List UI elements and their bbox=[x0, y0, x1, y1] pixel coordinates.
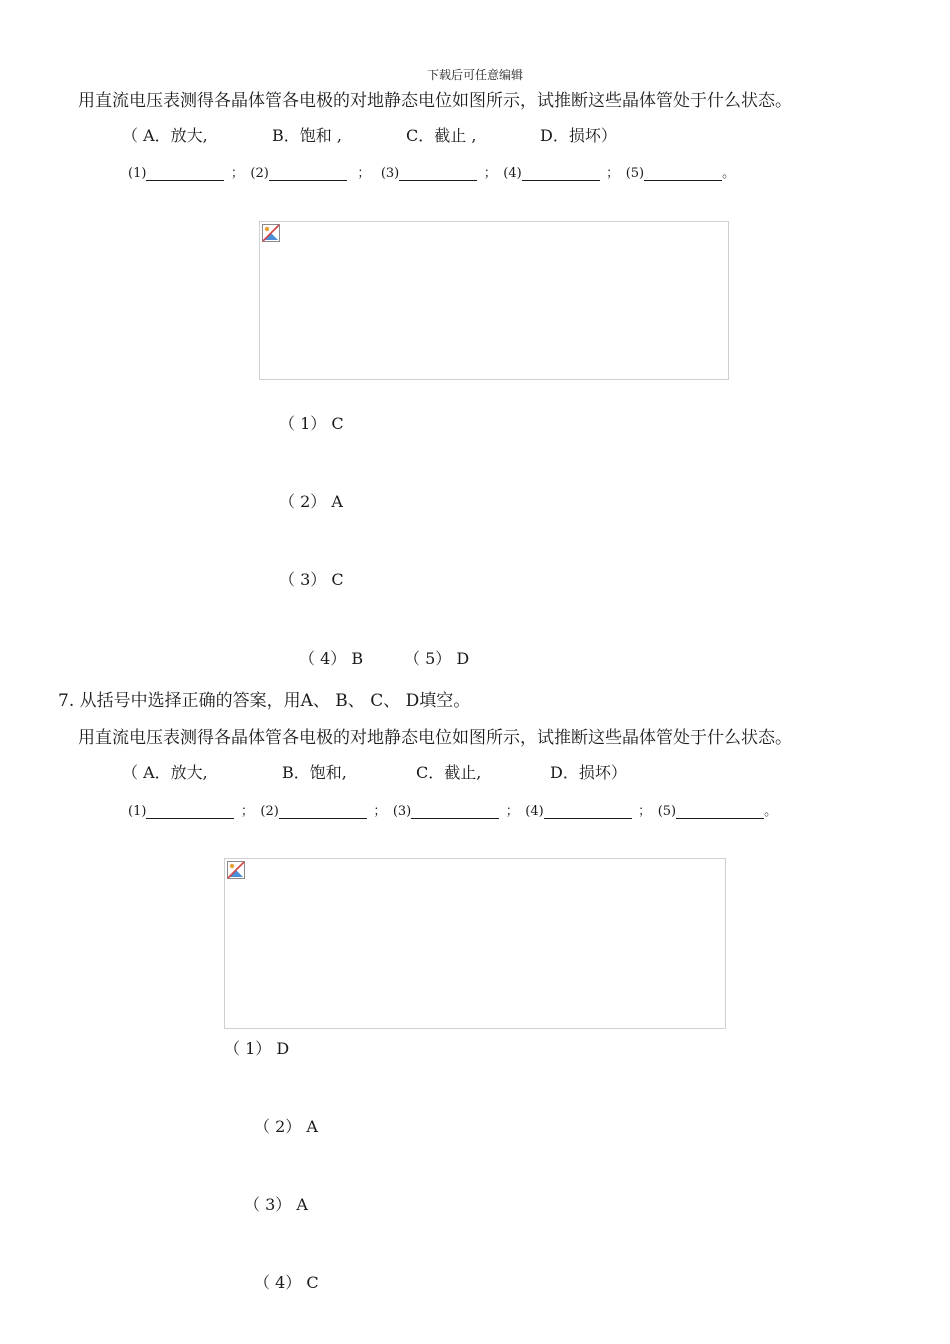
option-c: C．截止, bbox=[416, 763, 482, 782]
separator: ； bbox=[638, 804, 652, 819]
separator: 。 bbox=[722, 166, 736, 181]
blank-label: (2) bbox=[250, 166, 269, 181]
blank-line[interactable] bbox=[279, 804, 367, 819]
separator: 。 bbox=[764, 804, 778, 819]
blank-label: (5) bbox=[625, 166, 645, 181]
separator: ； bbox=[606, 166, 620, 181]
blank-line[interactable] bbox=[411, 804, 499, 819]
blank-line[interactable] bbox=[544, 804, 632, 819]
question-heading-7: 7. 从括号中选择正确的答案，用A、 B、 C、 D填空。 bbox=[58, 691, 471, 711]
answer-2-2: （ 2） A bbox=[254, 1117, 318, 1136]
blank-label: (2) bbox=[260, 804, 279, 819]
answer-2-1: （ 1） D bbox=[224, 1039, 290, 1058]
options-row-2 bbox=[122, 760, 627, 783]
answer-1-1: （ 1） C bbox=[279, 414, 344, 433]
page-header: 下载后可任意编辑 bbox=[426, 68, 523, 82]
figure-placeholder-2 bbox=[224, 858, 726, 1029]
option-d: D．损坏） bbox=[550, 763, 627, 782]
separator: ； bbox=[483, 166, 497, 181]
blank-label: (3) bbox=[392, 804, 412, 819]
option-b: B．饱和 , bbox=[272, 126, 342, 145]
option-b: B．饱和, bbox=[282, 763, 347, 782]
blank-label: (4) bbox=[525, 804, 544, 819]
answer-2-4: （ 4） C bbox=[254, 1273, 319, 1292]
question-text-1: 用直流电压表测得各晶体管各电极的对地静态电位如图所示，试推断这些晶体管处于什么状态。 bbox=[78, 91, 792, 111]
answer-1-4: （ 4） B bbox=[299, 649, 364, 668]
option-a: （ A．放大, bbox=[122, 763, 208, 782]
blank-line[interactable] bbox=[146, 166, 224, 181]
separator: ； bbox=[230, 166, 244, 181]
separator: ； bbox=[505, 804, 519, 819]
blank-line[interactable] bbox=[522, 166, 600, 181]
blank-label: (3) bbox=[380, 166, 400, 181]
options-row-1 bbox=[122, 123, 617, 146]
blank-label: (1) bbox=[128, 166, 147, 181]
blank-line[interactable] bbox=[399, 166, 477, 181]
blanks-row-2 bbox=[128, 800, 778, 819]
separator: ； bbox=[357, 166, 371, 181]
figure-placeholder-1 bbox=[259, 221, 729, 380]
answer-2-3: （ 3） A bbox=[244, 1195, 308, 1214]
separator: ； bbox=[373, 804, 387, 819]
blank-line[interactable] bbox=[644, 166, 722, 181]
answer-1-3: （ 3） C bbox=[279, 570, 344, 589]
blank-line[interactable] bbox=[269, 166, 347, 181]
option-a: （ A．放大, bbox=[122, 126, 208, 145]
question-text-2: 用直流电压表测得各晶体管各电极的对地静态电位如图所示，试推断这些晶体管处于什么状态。 bbox=[78, 728, 792, 748]
blank-line[interactable] bbox=[676, 804, 764, 819]
option-c: C．截止 , bbox=[406, 126, 477, 145]
answer-1-5: （ 5） D bbox=[404, 649, 470, 668]
option-d: D．损坏） bbox=[540, 126, 617, 145]
blank-label: (5) bbox=[657, 804, 677, 819]
broken-image-icon bbox=[227, 861, 245, 879]
blank-label: (1) bbox=[128, 804, 147, 819]
blank-label: (4) bbox=[503, 166, 522, 181]
broken-image-icon bbox=[262, 224, 280, 242]
separator: ； bbox=[240, 804, 254, 819]
blanks-row-1 bbox=[128, 162, 736, 181]
answer-1-2: （ 2） A bbox=[279, 492, 343, 511]
blank-line[interactable] bbox=[146, 804, 234, 819]
